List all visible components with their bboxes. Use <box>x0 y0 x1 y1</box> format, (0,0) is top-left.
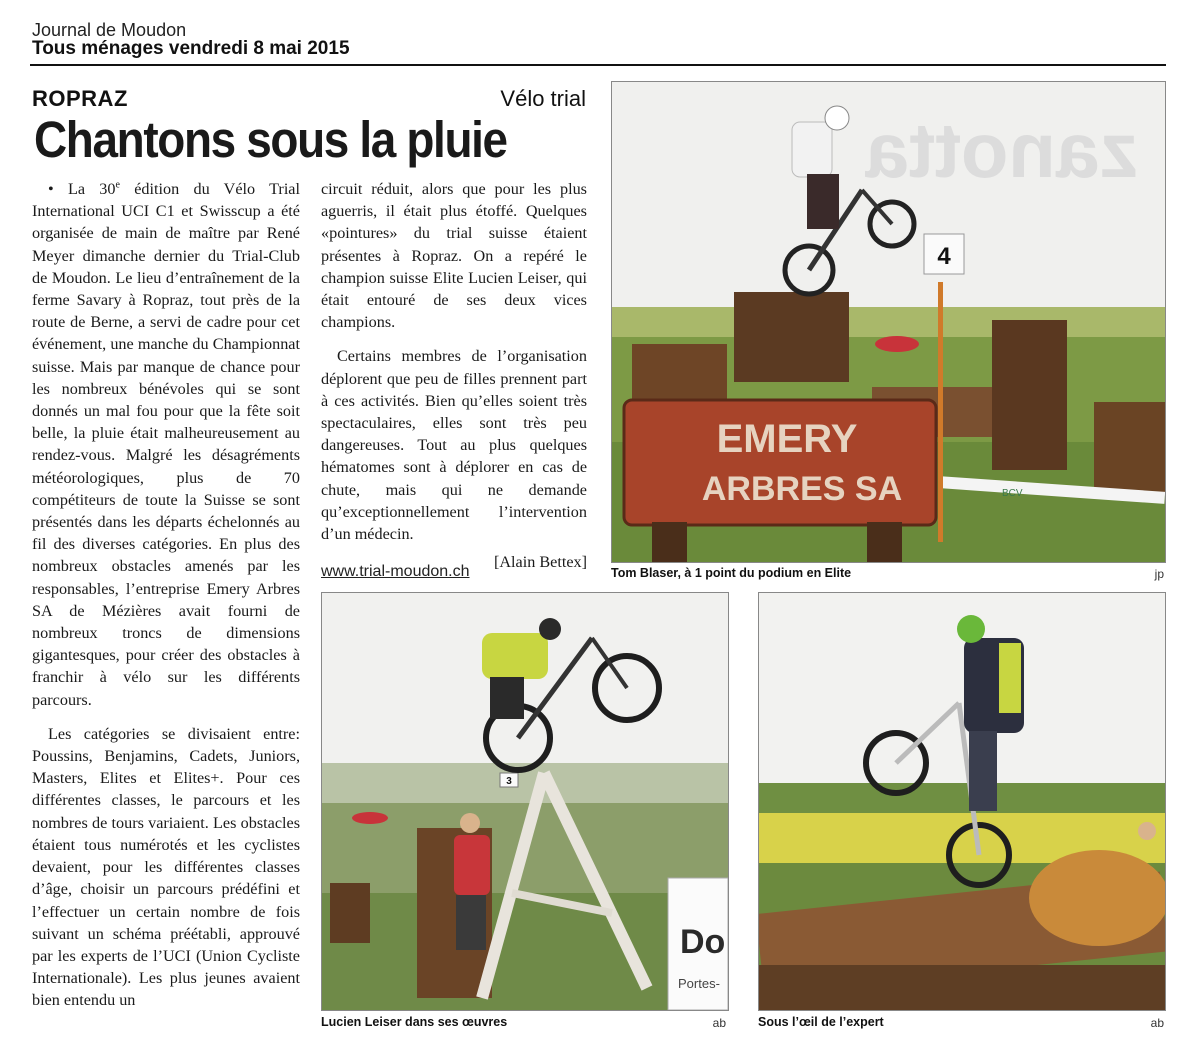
board-subtext: Portes- <box>678 976 720 991</box>
photo-lucien-leiser-scene <box>322 593 728 1010</box>
main-photo-scene <box>612 82 1165 562</box>
sign-text-arbres: ARBRES SA <box>701 470 903 508</box>
article-column-2 <box>321 178 587 573</box>
article-kicker: ROPRAZ <box>32 86 128 111</box>
website-link[interactable]: www.trial-moudon.ch <box>321 563 470 580</box>
ordinal-superscript: e <box>115 179 120 191</box>
photo-expert-scene <box>759 593 1165 1010</box>
paragraph-1 <box>32 178 300 711</box>
photo-expert-credit: ab <box>1150 1016 1164 1030</box>
article-column-1 <box>32 178 300 1012</box>
issue-date-line: Tous ménages vendredi 8 mai 2015 <box>32 38 350 59</box>
main-photo-caption: Tom Blaser, à 1 point du podium en Elite <box>611 566 852 580</box>
masthead-rule <box>30 64 1166 66</box>
main-photo <box>611 81 1166 563</box>
article-headline: Chantons sous la pluie <box>34 111 507 168</box>
article-rubric: Vélo trial <box>500 86 586 111</box>
photo-lucien-leiser-credit: ab <box>712 1016 726 1030</box>
paragraph-2: Les catégories se divisaient entre: Poussins, Benjamins, Cadets, Juniors, Masters, Elites et Elites+. Pour ces différentes classes, le parcours et les nombres de tours variaient. Les obstacles étaient tous numérotés et les cyclistes devaient, pour les différentes classes d’âge, choisir un parcours prédéfini et l’effectuer un certain nombre de fois suivant un schéma préétabli, approuvé par les experts de l’UCI (Union Cycliste Internationale). Les plus jeunes avaient bien entendu un <box>32 724 300 1010</box>
photo-lucien-leiser <box>321 592 729 1011</box>
author-signature: [Alain Bettex] <box>493 553 587 572</box>
stand-number: 3 <box>506 776 512 787</box>
background-banner-text: zanotta <box>865 106 1139 194</box>
paragraph-4: Certains membres de l’organisation déplorent que peu de filles prennent part à ces activités. Bien qu’elles soient très spectaculaires, elles sont très peu dangereuses. Tout au plus quelques hématomes sont à déplorer en cas de chute, mais qui ne demande qu’exceptionnellement l’intervention d’un médecin. <box>321 347 587 544</box>
photo-expert <box>758 592 1166 1011</box>
tape-text: BCV <box>1002 488 1023 499</box>
sign-text-emery: EMERY <box>716 417 858 461</box>
publication-name: Journal de Moudon <box>32 20 187 40</box>
photo-expert-caption: Sous l’œil de l’expert <box>758 1015 884 1029</box>
main-photo-credit: jp <box>1154 567 1164 581</box>
board-text: Do <box>680 923 726 961</box>
photo-lucien-leiser-caption: Lucien Leiser dans ses œuvres <box>321 1015 508 1029</box>
paragraph-1-rest: édition du Vélo Trial International UCI C1 et Swisscup a été organisée de main de maître par René Meyer dimanche dernier du Trial-Club de Moudon. Le lieu d’entraînement de la ferme Savary à Ropraz, tout près de la route de Berne, a servi de cadre pour cet événement, une manche du Championnat suisse. Mais par manque de chance pour les nombreux bénévoles qui se sont donnés un mal fou pour que la fête soit belle, la pluie était malheureusement au rendez-vous. Malgré les désagréments météorologiques, plus de 70 compétiteurs de toute la Suisse se sont présentés dans les départs échelonnés au fil des diverses catégories. En plus des nombreux obstacles amenés par les responsables, l’entreprise Emery Arbres SA de Mézières avait fourni de nombreux troncs de dimensions gigantesques, pour créer des obstacles à franchir à vélo sur les différents parcours. <box>32 180 300 709</box>
paragraph-3: circuit réduit, alors que pour les plus aguerris, il était plus étoffé. Quelques «pointures» du trial suisse étaient présentes à Ropraz. On a repéré le champion suisse Elite Lucien Leiser, qui était entouré de ses deux vices champions. <box>321 180 587 332</box>
post-number: 4 <box>937 243 951 270</box>
paragraph-1-start: • La 30 <box>48 180 116 198</box>
